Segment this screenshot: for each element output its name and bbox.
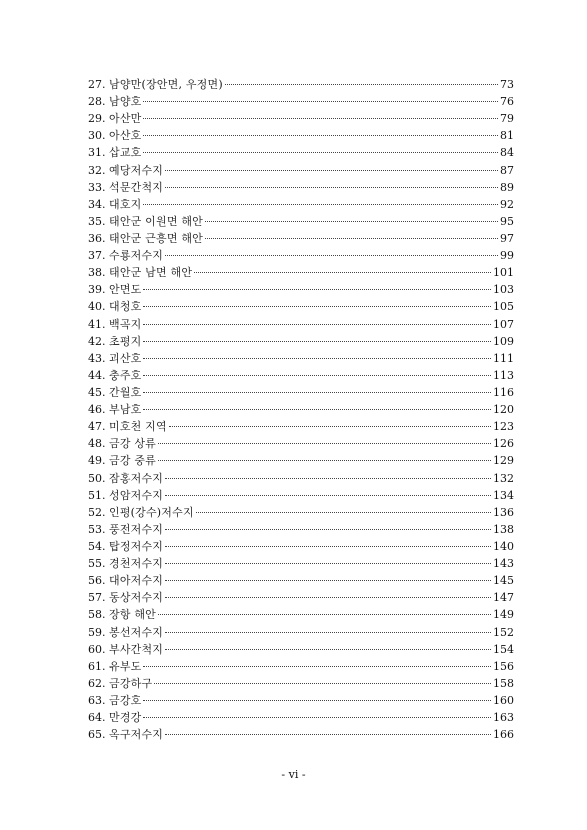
toc-entry-number: 47.	[88, 420, 106, 434]
toc-entry-page: 103	[493, 283, 514, 297]
toc-entry	[88, 726, 514, 743]
toc-entry-number: 62.	[88, 676, 106, 690]
toc-entry-page: 132	[493, 471, 514, 485]
toc-entry-title: 수룡저수지	[109, 249, 164, 263]
toc-entry-number: 28.	[88, 95, 106, 109]
toc-entry-title: 미호천 지역	[109, 420, 167, 434]
toc-entry-page: 163	[493, 711, 514, 725]
toc-entry-number: 58.	[88, 608, 106, 622]
toc-entry-page: 129	[493, 454, 514, 468]
toc-entry-page: 79	[500, 112, 514, 126]
toc-entry-title: 성암저수지	[109, 488, 164, 502]
toc-entry-page: 136	[493, 505, 514, 519]
toc-entry	[88, 418, 514, 435]
toc-entry-number: 38.	[88, 266, 106, 280]
toc-entry	[88, 298, 514, 315]
toc-entry-number: 45.	[88, 385, 106, 399]
toc-entry	[88, 504, 514, 521]
toc-entry-page: 105	[493, 300, 514, 314]
toc-entry-title: 예당저수지	[109, 163, 164, 177]
toc-entry	[88, 435, 514, 452]
dot-leader	[225, 84, 498, 85]
dot-leader	[143, 152, 498, 153]
toc-entry	[88, 367, 514, 384]
toc-entry	[88, 606, 514, 623]
toc-entry	[88, 401, 514, 418]
toc-entry-title: 태안군 남면 해안	[109, 266, 193, 280]
toc-entry-page: 101	[493, 266, 514, 280]
toc-entry-page: 138	[493, 522, 514, 536]
toc-entry-title: 백곡지	[109, 317, 142, 331]
dot-leader	[205, 221, 498, 222]
toc-entry-number: 63.	[88, 693, 106, 707]
dot-leader	[143, 409, 491, 410]
toc-entry-number: 54.	[88, 539, 106, 553]
toc-entry	[88, 127, 514, 144]
dot-leader	[143, 306, 491, 307]
toc-entry-number: 34.	[88, 197, 106, 211]
toc-entry	[88, 196, 514, 213]
toc-entry-title: 대호지	[109, 197, 142, 211]
toc-entry-title: 태안군 근흥면 해안	[109, 231, 204, 245]
toc-entry-page: 92	[500, 197, 514, 211]
toc-entry-number: 33.	[88, 180, 106, 194]
toc-entry	[88, 110, 514, 127]
toc-entry-title: 초평지	[109, 334, 142, 348]
toc-entry-page: 123	[493, 420, 514, 434]
toc-entry-page: 73	[500, 78, 514, 91]
toc-entry-title: 대아저수지	[109, 574, 164, 588]
dot-leader	[143, 289, 491, 290]
toc-entry-title: 부남호	[109, 403, 142, 417]
toc-entry-page: 81	[500, 129, 514, 143]
dot-leader	[143, 341, 491, 342]
toc-entry	[88, 213, 514, 230]
toc-entry-title: 탑정저수지	[109, 539, 164, 553]
toc-entry	[88, 179, 514, 196]
dot-leader	[158, 443, 491, 444]
dot-leader	[143, 358, 491, 359]
toc-entry-page: 152	[493, 625, 514, 639]
dot-leader	[143, 135, 498, 136]
toc-entry-page: 154	[493, 642, 514, 656]
toc-entry-title: 금강하구	[109, 676, 153, 690]
toc-entry-number: 46.	[88, 403, 106, 417]
toc-entry-page: 166	[493, 728, 514, 742]
toc-entry	[88, 470, 514, 487]
toc-entry-number: 31.	[88, 146, 106, 160]
dot-leader	[194, 272, 491, 273]
dot-leader	[165, 495, 491, 496]
toc-entry-title: 만경강	[109, 711, 142, 725]
toc-entry	[88, 144, 514, 161]
toc-entry	[88, 264, 514, 281]
toc-entry-number: 44.	[88, 368, 106, 382]
toc-entry	[88, 333, 514, 350]
toc-entry	[88, 76, 514, 93]
toc-entry	[88, 350, 514, 367]
dot-leader	[165, 649, 491, 650]
toc-entry-number: 27.	[88, 78, 106, 91]
toc-entry-title: 안면도	[109, 283, 142, 297]
toc-entry-page: 149	[493, 608, 514, 622]
toc-entry-number: 42.	[88, 334, 106, 348]
toc-entry-title: 간월호	[109, 385, 142, 399]
dot-leader	[165, 563, 491, 564]
dot-leader	[143, 324, 491, 325]
toc-entry-title: 봉선저수지	[109, 625, 164, 639]
dot-leader	[169, 426, 491, 427]
toc-entry-title: 잠홍저수지	[109, 471, 164, 485]
dot-leader	[165, 580, 491, 581]
toc-entry	[88, 93, 514, 110]
toc-entry-page: 113	[493, 368, 514, 382]
toc-entry	[88, 709, 514, 726]
toc-entry	[88, 675, 514, 692]
toc-entry	[88, 281, 514, 298]
toc-entry	[88, 589, 514, 606]
toc-entry-number: 32.	[88, 163, 106, 177]
toc-entry-number: 49.	[88, 454, 106, 468]
dot-leader	[143, 717, 491, 718]
page-number-footer: - vi -	[281, 768, 306, 781]
dot-leader	[165, 187, 498, 188]
dot-leader	[165, 478, 491, 479]
toc-entry-title: 유부도	[109, 659, 142, 673]
toc-entry-number: 57.	[88, 591, 106, 605]
toc-entry	[88, 487, 514, 504]
dot-leader	[205, 238, 498, 239]
toc-entry	[88, 658, 514, 675]
toc-entry-number: 39.	[88, 283, 106, 297]
toc-entry-page: 147	[493, 591, 514, 605]
dot-leader	[165, 632, 491, 633]
dot-leader	[158, 614, 491, 615]
dot-leader	[158, 460, 491, 461]
toc-entry-page: 143	[493, 557, 514, 571]
toc-entry	[88, 162, 514, 179]
dot-leader	[165, 546, 491, 547]
toc-entry-title: 태안군 이원면 해안	[109, 214, 204, 228]
toc-entry-number: 30.	[88, 129, 106, 143]
toc-entry-title: 부사간척지	[109, 642, 164, 656]
toc-entry	[88, 452, 514, 469]
toc-entry-page: 76	[500, 95, 514, 109]
toc-entry-title: 삽교호	[109, 146, 142, 160]
toc-entry-number: 40.	[88, 300, 106, 314]
toc-entry-page: 89	[500, 180, 514, 194]
toc-entry-page: 126	[493, 437, 514, 451]
dot-leader	[165, 734, 491, 735]
toc-entry-page: 97	[500, 231, 514, 245]
toc-entry-title: 아산만	[109, 112, 142, 126]
toc-entry	[88, 538, 514, 555]
toc-entry-page: 95	[500, 214, 514, 228]
dot-leader	[165, 255, 498, 256]
toc-entry-number: 64.	[88, 711, 106, 725]
toc-entry	[88, 230, 514, 247]
toc-entry-title: 금강호	[109, 693, 142, 707]
toc-entry-number: 59.	[88, 625, 106, 639]
toc-entry	[88, 624, 514, 641]
toc-entry	[88, 555, 514, 572]
toc-entry-title: 풍전저수지	[109, 522, 164, 536]
toc-entry-title: 동상저수지	[109, 591, 164, 605]
toc-entry-number: 53.	[88, 522, 106, 536]
toc-entry-number: 50.	[88, 471, 106, 485]
dot-leader	[143, 204, 498, 205]
dot-leader	[165, 170, 498, 171]
toc-entry-number: 35.	[88, 214, 106, 228]
toc-entry-title: 금강 중류	[109, 454, 157, 468]
toc-entry-number: 48.	[88, 437, 106, 451]
dot-leader	[196, 512, 491, 513]
dot-leader	[143, 392, 491, 393]
toc-entry-title: 충주호	[109, 368, 142, 382]
toc-entry-number: 55.	[88, 557, 106, 571]
dot-leader	[143, 101, 498, 102]
dot-leader	[143, 700, 491, 701]
toc-entry-number: 41.	[88, 317, 106, 331]
toc-entry-page: 99	[500, 249, 514, 263]
toc-entry-number: 65.	[88, 728, 106, 742]
toc-entry	[88, 572, 514, 589]
toc-entry-number: 29.	[88, 112, 106, 126]
dot-leader	[143, 666, 491, 667]
toc-entry	[88, 247, 514, 264]
toc-entry-title: 금강 상류	[109, 437, 157, 451]
dot-leader	[154, 683, 491, 684]
toc-entry-number: 36.	[88, 231, 106, 245]
toc-entry-title: 아산호	[109, 129, 142, 143]
toc-entry-title: 남양호	[109, 95, 142, 109]
toc-entry-title: 경천저수지	[109, 557, 164, 571]
dot-leader	[143, 375, 491, 376]
toc-entry-page: 140	[493, 539, 514, 553]
toc-entry	[88, 384, 514, 401]
toc-entry-page: 120	[493, 403, 514, 417]
toc-entry-number: 37.	[88, 249, 106, 263]
toc-entry-page: 116	[493, 385, 514, 399]
toc-entry-number: 52.	[88, 505, 106, 519]
toc-entry-page: 87	[500, 163, 514, 177]
toc-entry-page: 107	[493, 317, 514, 331]
dot-leader	[165, 529, 491, 530]
toc-entry-number: 60.	[88, 642, 106, 656]
toc-entry-title: 인평(강수)저수지	[109, 505, 194, 519]
dot-leader	[165, 597, 491, 598]
toc-entry-title: 옥구저수지	[109, 728, 164, 742]
toc-entry-number: 56.	[88, 574, 106, 588]
toc-entry-title: 괴산호	[109, 351, 142, 365]
toc-entry-number: 51.	[88, 488, 106, 502]
toc-entry-number: 61.	[88, 659, 106, 673]
toc-entry-title: 대청호	[109, 300, 142, 314]
toc-entry-page: 156	[493, 659, 514, 673]
toc-entry	[88, 316, 514, 333]
table-of-contents	[88, 76, 514, 743]
toc-entry	[88, 521, 514, 538]
toc-entry-page: 84	[500, 146, 514, 160]
toc-entry-page: 160	[493, 693, 514, 707]
toc-entry-page: 158	[493, 676, 514, 690]
toc-entry-title: 남양만(장안면, 우정면)	[109, 78, 223, 91]
toc-entry-page: 109	[493, 334, 514, 348]
toc-entry-page: 145	[493, 574, 514, 588]
toc-entry-page: 134	[493, 488, 514, 502]
toc-entry-title: 장항 해안	[109, 608, 157, 622]
toc-entry-page: 111	[493, 351, 514, 365]
toc-entry	[88, 641, 514, 658]
toc-entry-number: 43.	[88, 351, 106, 365]
toc-entry	[88, 692, 514, 709]
dot-leader	[143, 118, 498, 119]
toc-entry-title: 석문간척지	[109, 180, 164, 194]
